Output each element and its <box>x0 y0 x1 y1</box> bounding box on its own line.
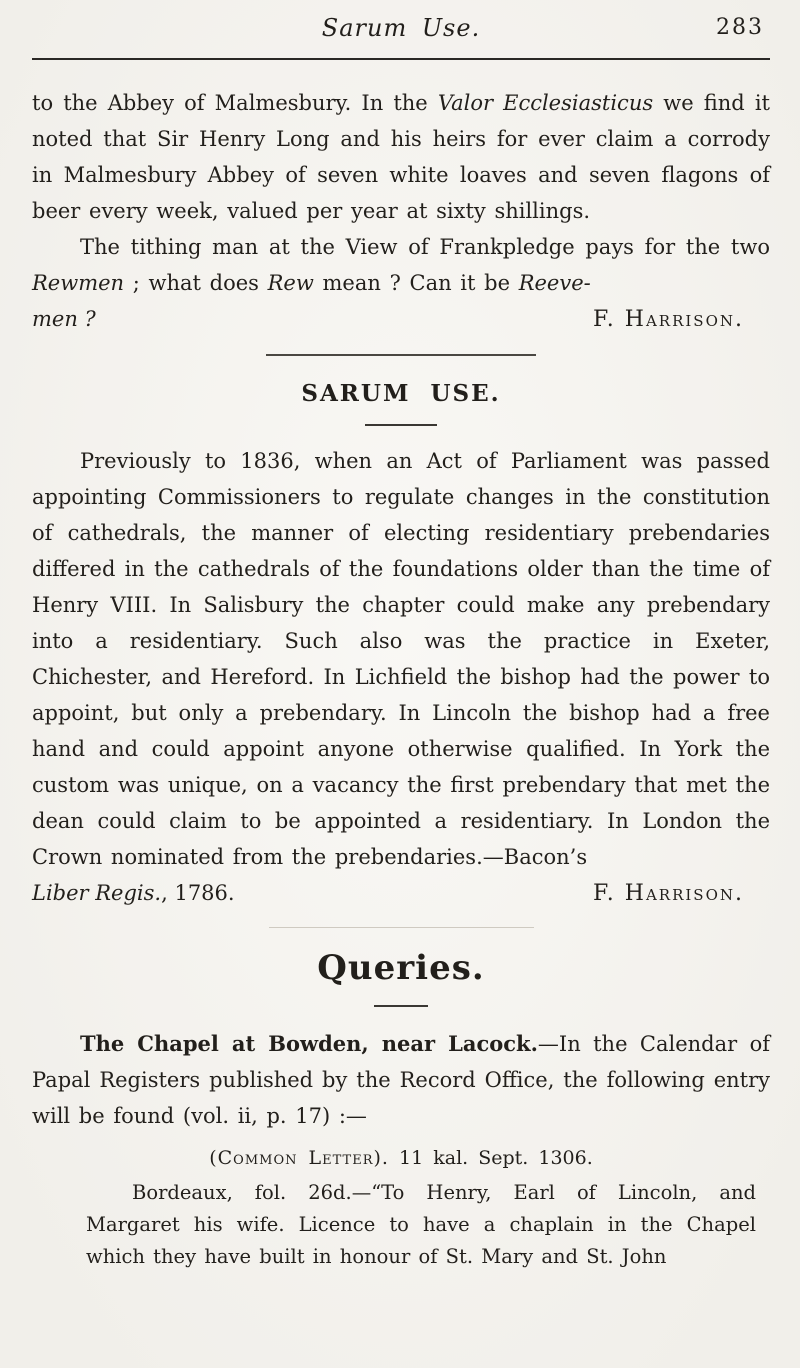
reply-byline-row <box>32 301 770 338</box>
letter-heading-line: (Common Letter). 11 kal. Sept. 1306. <box>209 1147 593 1169</box>
queries-dash-divider <box>374 1005 428 1007</box>
page-number: 283 <box>716 15 764 40</box>
sarum-source-citation: Liber Regis., 1786. <box>32 881 235 905</box>
sarum-use-heading: SARUM USE. <box>301 380 501 407</box>
reply-paragraph-1: to the Abbey of Malmesbury. In the Valor Ecclesiasticus we find it noted that Sir Henry Long and his heirs for ever claim a corrody in Malmesbury Abbey of seven white loaves and seven flagons of beer every week, valued per year at sixty shillings. <box>32 91 770 223</box>
queries-heading: Queries. <box>317 948 485 988</box>
reply-paragraph-last-line: men ? <box>32 307 96 331</box>
letter-quote-paragraph: Bordeaux, fol. 26d.—“To Henry, Earl of Lincoln, and Margaret his wife. Licence to have a chaplain in the Chapel which they have built in honour of St. Mary and St. John <box>86 1181 756 1268</box>
running-title: Sarum Use. <box>321 14 481 42</box>
section-divider <box>266 354 536 356</box>
header-rule <box>32 58 770 60</box>
sarum-byline-row <box>32 875 770 912</box>
running-header <box>32 14 770 46</box>
faint-section-divider <box>269 927 534 928</box>
query-paragraph: The Chapel at Bowden, near Lacock.—In the Calendar of Papal Registers published by the Record Office, the following entry will be found (vol. ii, p. 17) :— <box>32 1031 770 1128</box>
author-signature: F. Harrison. <box>592 881 744 906</box>
heading-dash-divider <box>365 424 437 426</box>
sarum-article-paragraph: Previously to 1836, when an Act of Parliament was passed appointing Commissioners to regulate changes in the constitution of cathedrals, the manner of electing residentiary prebendaries differed in the cathedrals of the foundations older than the time of Henry VIII. In Salisbury the chapter could make any prebendary into a residentiary. Such also was the practice in Exeter, Chichester, and Hereford. In Lichfield the bishop had the power to appoint, but only a prebendary. In Lincoln the bishop had a free hand and could appoint anyone otherwise qualified. In York the custom was unique, on a vacancy the first prebendary that met the dean could claim to be appointed a residentiary. In London the Crown nominated from the prebendaries.—Bacon’s <box>32 449 770 869</box>
reply-paragraph-2: The tithing man at the View of Frankpledge pays for the two Rewmen ; what does Rew mean ? Can it be Reeve- <box>32 235 770 295</box>
author-signature: F. Harrison. <box>592 307 744 332</box>
